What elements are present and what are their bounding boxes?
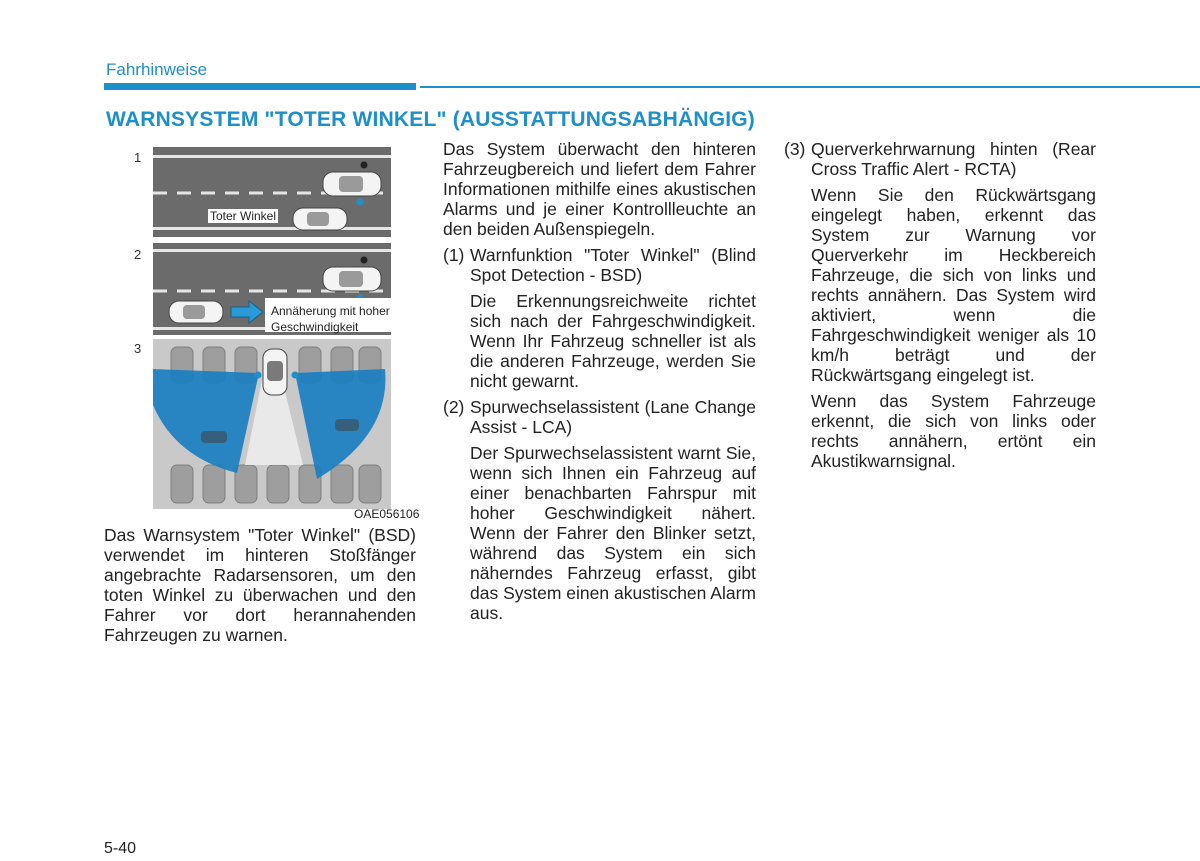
- page-title: WARNSYSTEM "TOTER WINKEL" (AUSSTATTUNGSABHÄNGIG): [106, 108, 755, 131]
- blind-spot-car-icon: [293, 208, 347, 230]
- list-item: [443, 397, 756, 623]
- item-number: (2): [443, 397, 465, 417]
- item-title: Querverkehrwarnung hinten (Rear Cross Traffic Alert - RCTA): [811, 139, 1096, 179]
- own-car-icon: [323, 267, 381, 291]
- panel-blind-spot: [153, 147, 391, 237]
- item-title: Warnfunktion "Toter Winkel" (Blind Spot Detection - BSD): [470, 245, 756, 285]
- bsd-illustration: [128, 143, 418, 525]
- header-rule-thin: [420, 86, 1200, 88]
- item-text: Der Spurwechselassistent warnt Sie, wenn sich Ihnen ein Fahrzeug auf einer benachbarten Fahrspur mit hoher Geschwindigkeit nähert. Wenn der Fahrer den Blinker setzt, während das System ein sich näherndes Fahrzeug erfasst, gibt das System einen akustischen Alarm aus.: [470, 443, 756, 623]
- panel-number-1: 1: [134, 150, 142, 165]
- item-text: Die Erkennungsreichweite richtet sich nach der Fahrgeschwindigkeit. Wenn Ihr Fahrzeug schneller ist als die anderen Fahrzeuge, werden Sie nicht gewarnt.: [470, 291, 756, 391]
- own-car-icon: [263, 349, 287, 395]
- middle-column: [443, 139, 756, 623]
- label-approach-line1: Annäherung mit hoher: [271, 304, 390, 318]
- intro-paragraph: Das Warnsystem "Toter Winkel" (BSD) verwendet im hinteren Stoßfänger angebrachte Radarsensoren, um den toten Winkel zu überwachen und den Fahrer vor dort herannahenden Fahrzeugen zu warnen.: [104, 525, 416, 645]
- right-column: [784, 139, 1096, 471]
- page-number: 5-40: [104, 840, 137, 857]
- left-column: [104, 525, 416, 645]
- panel-rear-cross-traffic: [153, 339, 391, 509]
- system-description: Das System überwacht den hinteren Fahrzeugbereich und liefert dem Fahrer Informationen mithilfe eines akustischen Alarms und je einer Kontrollleuchte an den beiden Außenspiegeln.: [443, 139, 756, 239]
- list-item: [784, 139, 1096, 471]
- label-blind-spot: Toter Winkel: [210, 209, 277, 223]
- item-number: (1): [443, 245, 465, 265]
- header-rule-thick: [104, 83, 416, 90]
- item-title: Spurwechselassistent (Lane Change Assist - LCA): [470, 397, 756, 437]
- list-item: [443, 245, 756, 391]
- item-number: (3): [784, 139, 806, 159]
- item-text: Wenn das System Fahrzeuge erkennt, die sich von links oder rechts annähern, ertönt ein Akustikwarnsignal.: [811, 391, 1096, 471]
- section-label: Fahrhinweise: [106, 60, 208, 79]
- panel-number-3: 3: [134, 341, 142, 356]
- figure-code: OAE056106: [354, 507, 420, 521]
- approaching-car-icon: [169, 301, 223, 323]
- item-text: Wenn Sie den Rückwärtsgang eingelegt haben, erkennt das System zur Warnung vor Querverkehr im Heckbereich Fahrzeuge, die sich von links und rechts annähern. Das System wird aktiviert, wenn die Fahrgeschwindigkeit weniger als 10 km/h beträgt und der Rückwärtsgang eingelegt ist.: [811, 185, 1096, 385]
- label-approach-line2: Geschwindigkeit: [271, 320, 359, 334]
- own-car-icon: [323, 172, 381, 196]
- panel-number-2: 2: [134, 247, 142, 262]
